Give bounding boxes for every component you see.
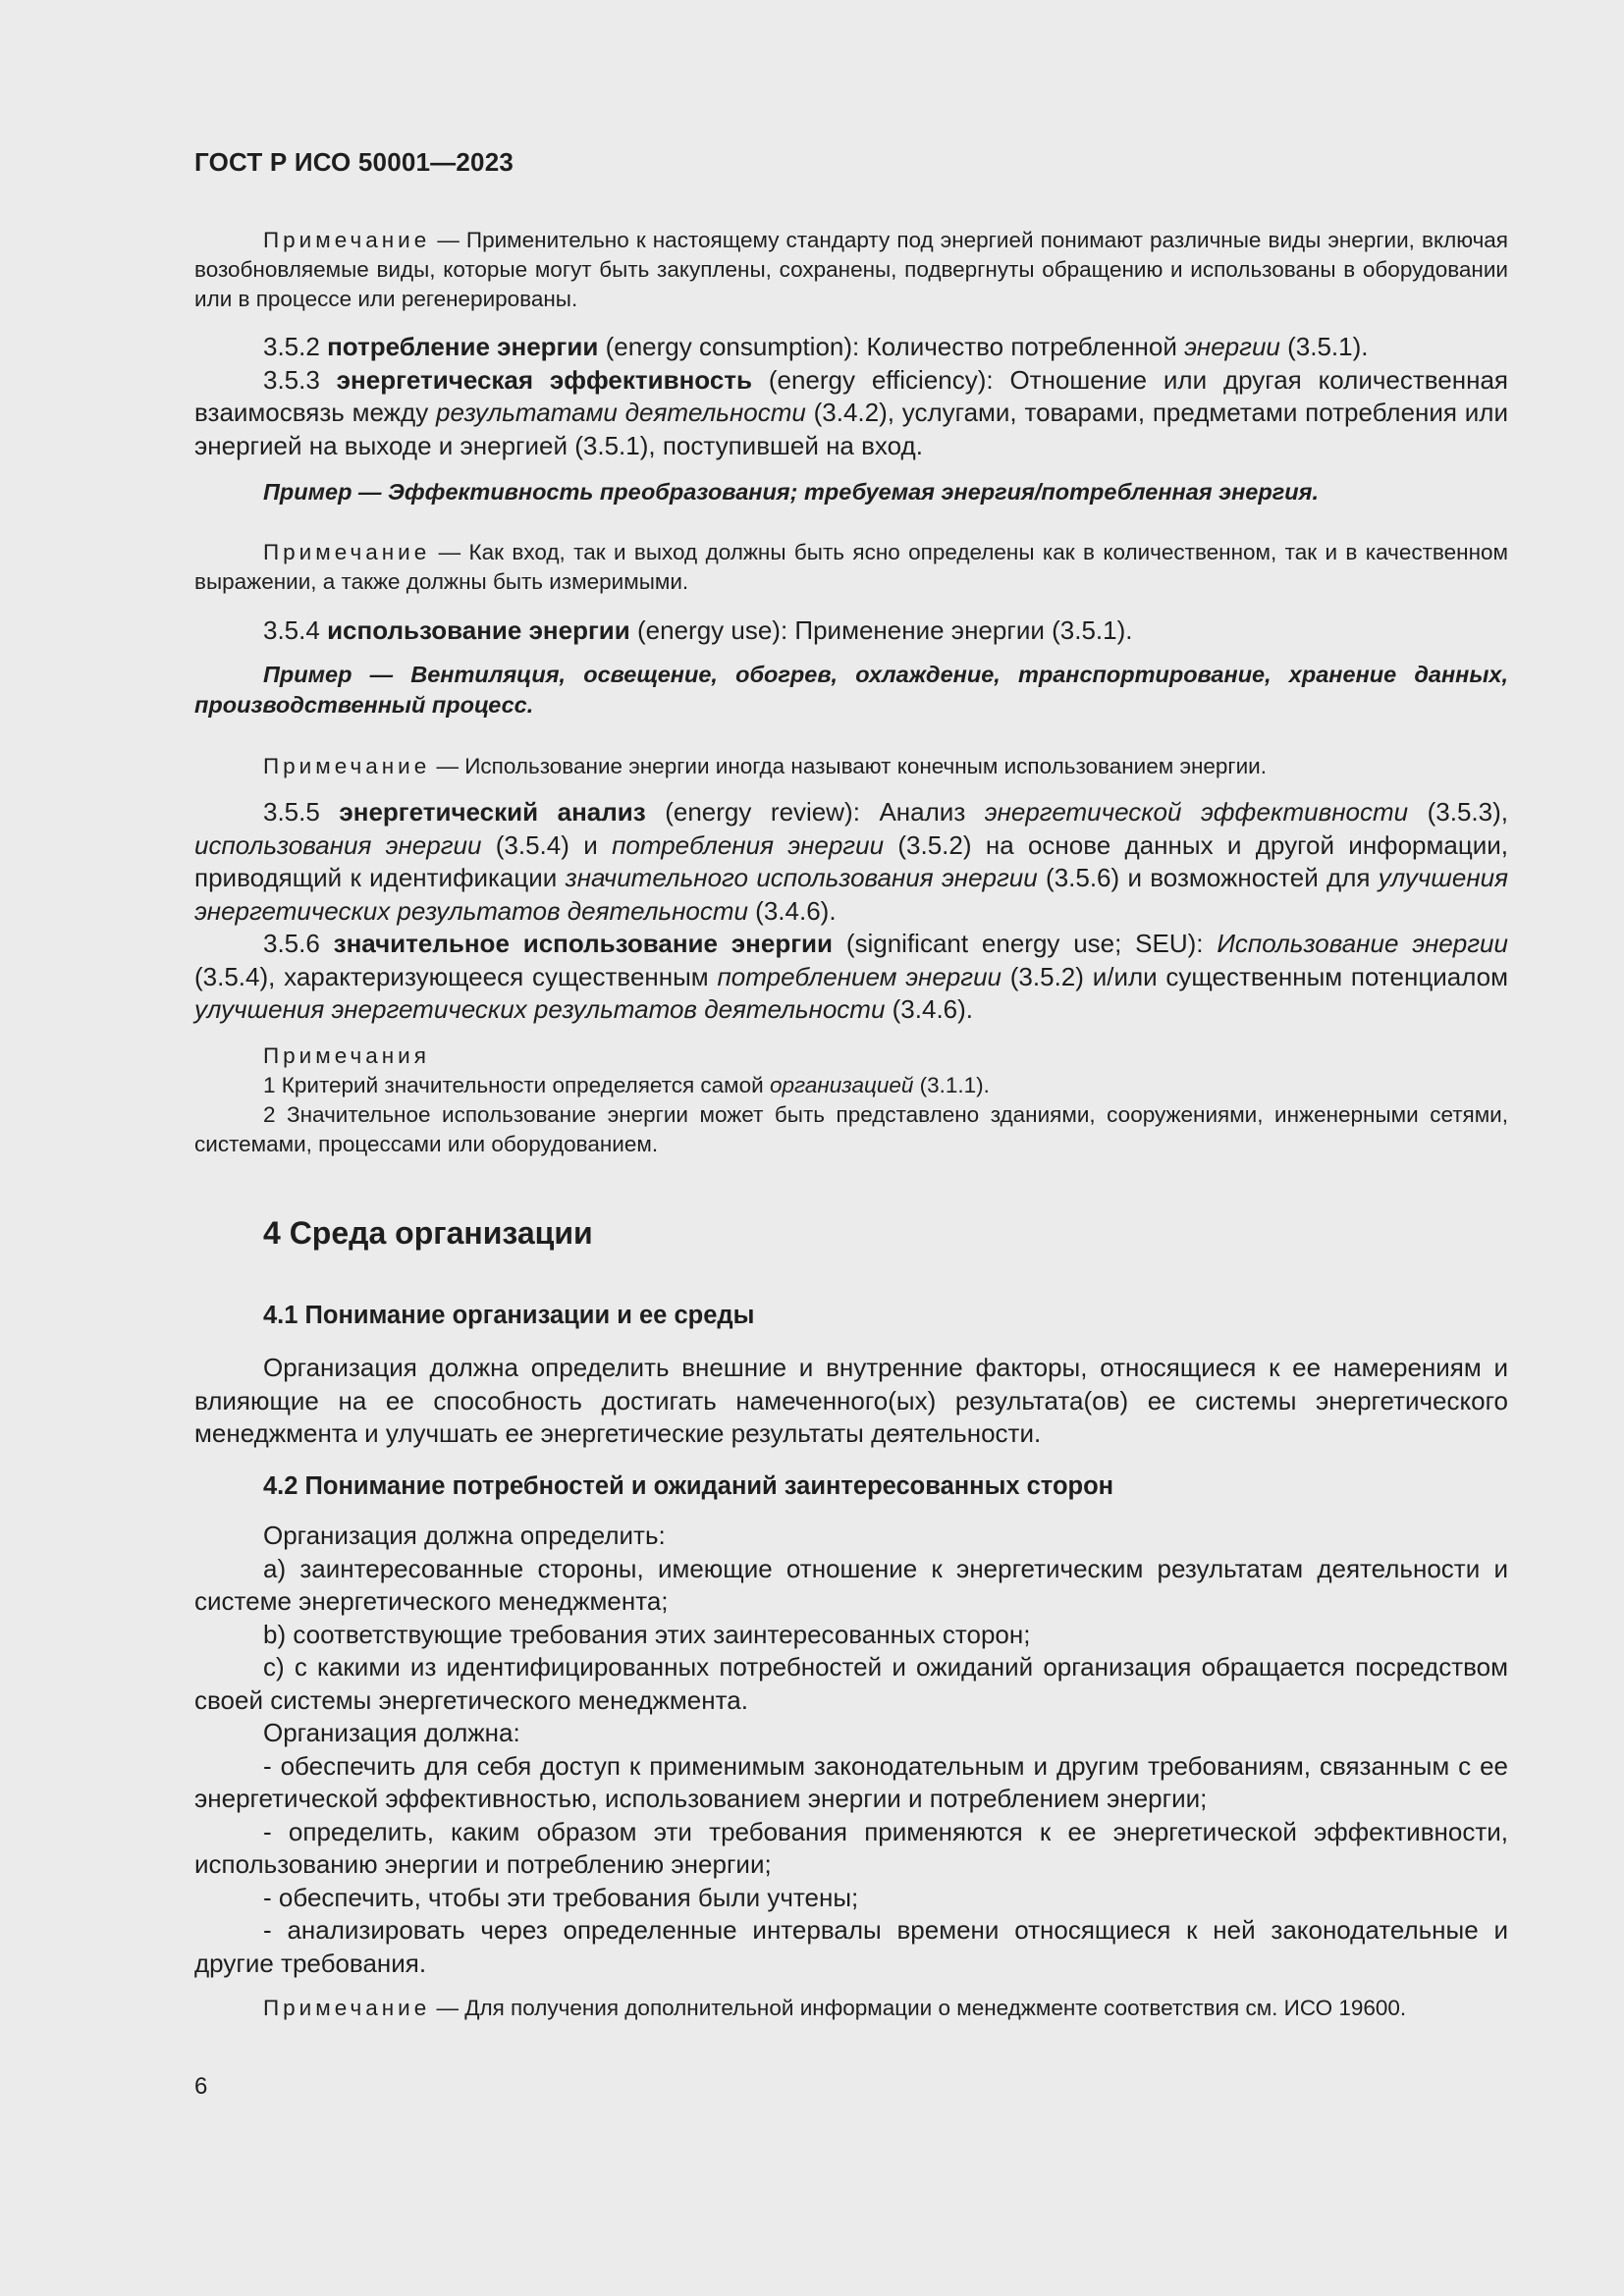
body-paragraph: Организация должна: [263,1718,520,1747]
subsection-4-1-body [194,1352,1508,1451]
note-paragraph: Примечание — Применительно к настоящему стандарту под энергией понимают различные виды энергии, включая возобновляемые виды, которые могут быть закуплены, сохранены, подвергнуты обращению и использованы в оборудовании или в процессе или регенерированы. [194,228,1508,311]
list-item: - определить, каким образом эти требования применяются к ее энергетической эффективности, использованию энергии и потреблению энергии; [194,1816,1508,1879]
document-header: ГОСТ Р ИСО 50001—2023 [194,147,514,177]
note-label: Примечание [263,540,431,564]
list-item: а) заинтересованные стороны, имеющие отношение к энергетическим результатам деятельности и системе энергетического менеджмента; [194,1553,1508,1616]
definitions-block-2 [194,614,1508,648]
note-block [194,226,1508,314]
subsection-4-1 [194,1302,1508,1330]
note-label: Примечание [263,228,431,252]
note-text: Как вход, так и выход должны быть ясно определены как в количественном, так и в качественном выражении, а также должны быть измеримыми. [194,540,1508,594]
note-paragraph: Примечание — Для получения дополнительной информации о менеджменте соответствия см. ИСО 19600. [263,1996,1407,2020]
note-label: Примечание [263,754,431,778]
term: использование энергии [327,615,630,645]
subsection-heading: 4.1 Понимание организации и ее среды [263,1302,755,1329]
note-block [194,752,1508,781]
definition-3-5-3: 3.5.3 энергетическая эффективность (energy efficiency): Отношение или другая количественная взаимосвязь между результатами деятельности (3.4.2), услугами, товарами, предметами потребления или энергией на выходе и энергией (3.5.1), поступившей на вход. [194,364,1508,460]
term: значительное использование энергии [333,929,834,958]
definition-3-5-4: 3.5.4 использование энергии (energy use): Применение энергии (3.5.1). [263,615,1133,645]
example-block [194,660,1508,721]
note-block [194,538,1508,597]
note-item-1: 1 Критерий значительности определяется самой организацией (3.1.1). [263,1073,990,1097]
list-item: - обеспечить для себя доступ к применимым законодательным и другим требованиям, связанным с ее энергетической эффективностью, использованием энергии и потреблением энергии; [194,1750,1508,1813]
notes-block [194,1041,1508,1159]
notes-label-line [194,1041,1508,1071]
subsection-4-2 [194,1472,1508,1501]
note-text: Для получения дополнительной информации о менеджменте соответствия см. ИСО 19600. [464,1996,1407,2020]
list-item: - обеспечить, чтобы эти требования были учтены; [263,1882,859,1912]
section-heading: 4 Среда организации [263,1215,593,1251]
example-text: Пример — Эффективность преобразования; требуемая энергия/потребленная энергия. [263,479,1319,505]
subsection-4-2-body [194,1520,1508,1980]
term: энергетическая эффективность [336,364,752,395]
subsection-heading: 4.2 Понимание потребностей и ожиданий заинтересованных сторон [263,1472,1114,1500]
definitions-block-1 [194,331,1508,462]
note-paragraph: Примечание — Использование энергии иногда называют конечным использованием энергии. [263,754,1267,778]
note-text: Использование энергии иногда называют конечным использованием энергии. [464,754,1267,778]
list-item: - анализировать через определенные интервалы времени относящиеся к ней законодательные и другие требования. [194,1915,1508,1978]
note-block [194,1994,1508,2023]
body-paragraph: Организация должна определить внешние и внутренние факторы, относящиеся к ее намерениям и влияющие на ее способность достигать намеченного(ых) результата(ов) ее системы энергетического менеджмента и улучшать ее энергетические результаты деятельности. [194,1353,1508,1448]
definition-3-5-2: 3.5.2 потребление энергии (energy consumption): Количество потребленной энергии (3.5.1). [263,332,1369,361]
list-item: b) соответствующие требования этих заинтересованных сторон; [263,1619,1031,1649]
note-text: Применительно к настоящему стандарту под энергией понимают различные виды энергии, включая возобновляемые виды, которые могут быть закуплены, сохранены, подвергнуты обращению и использованы в оборудовании или в процессе или регенерированы. [194,228,1508,311]
note-item-2: 2 Значительное использование энергии может быть представлено зданиями, сооружениями, инженерными сетями, системами, процессами или оборудованием. [194,1102,1508,1156]
body-paragraph: Организация должна определить: [263,1521,666,1550]
term: энергетический анализ [339,797,646,827]
notes-label: Примечания [263,1043,430,1068]
definition-3-5-5: 3.5.5 энергетический анализ (energy review): Анализ энергетической эффективности (3.5.3), использования энергии (3.5.4) и потребления энергии (3.5.2) на основе данных и другой информации, приводящий к идентификации значительного использования энергии (3.5.6) и возможностей для улучшения энергетических результатов деятельности (3.4.6). [194,797,1508,926]
definition-3-5-6: 3.5.6 значительное использование энергии (significant energy use; SEU): Использование энергии (3.5.4), характеризующееся существенным потреблением энергии (3.5.2) и/или существенным потенциалом улучшения энергетических результатов деятельности (3.4.6). [194,929,1509,1024]
list-item: с) с какими из идентифицированных потребностей и ожиданий организация обращается посредством своей системы энергетического менеджмента. [194,1652,1508,1715]
example-block [194,477,1508,507]
note-paragraph: Примечание — Как вход, так и выход должны быть ясно определены как в количественном, так и в качественном выражении, а также должны быть измеримыми. [194,540,1508,594]
note-label: Примечание [263,1996,431,2020]
example-text: Пример — Вентиляция, освещение, обогрев, охлаждение, транспортирование, хранение данных, производственный процесс. [194,662,1508,718]
definitions-block-3 [194,796,1508,1027]
term: потребление энергии [327,332,599,361]
page-number: 6 [194,2073,208,2100]
